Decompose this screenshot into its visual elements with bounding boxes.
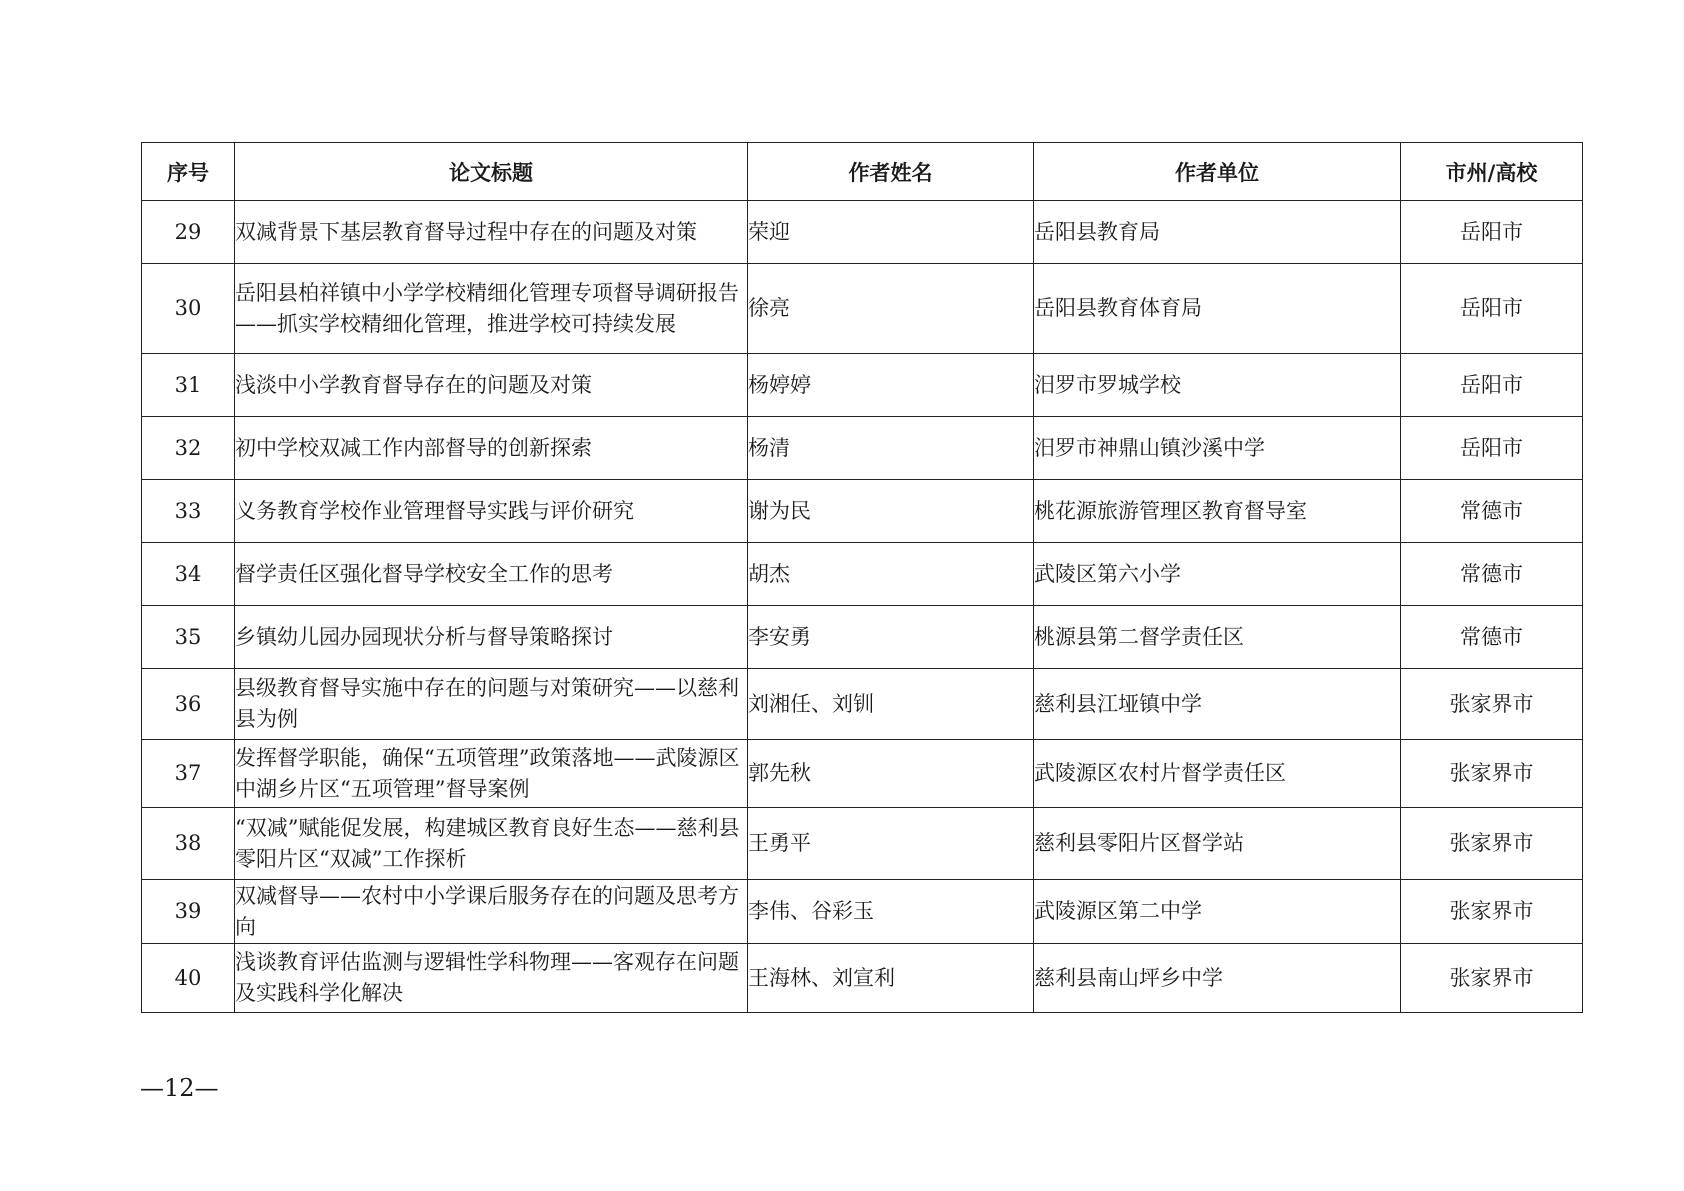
- cell-paper-title: 发挥督学职能，确保“五项管理”政策落地——武陵源区中湖乡片区“五项管理”督导案例: [235, 740, 748, 808]
- cell-paper-title: 岳阳县柏祥镇中小学学校精细化管理专项督导调研报告——抓实学校精细化管理，推进学校可持续发展: [235, 264, 748, 354]
- cell-serial-no: 31: [142, 354, 235, 417]
- cell-city: 张家界市: [1401, 808, 1583, 880]
- cell-author-unit: 慈利县零阳片区督学站: [1034, 808, 1401, 880]
- header-author-unit: 作者单位: [1034, 143, 1401, 201]
- cell-author-unit: 武陵源区第二中学: [1034, 880, 1401, 944]
- cell-author-name: 胡杰: [748, 543, 1034, 606]
- table-row: [142, 808, 1583, 880]
- table-row: [142, 201, 1583, 264]
- cell-paper-title: 义务教育学校作业管理督导实践与评价研究: [235, 480, 748, 543]
- cell-paper-title: 督学责任区强化督导学校安全工作的思考: [235, 543, 748, 606]
- cell-author-name: 郭先秋: [748, 740, 1034, 808]
- cell-paper-title: 县级教育督导实施中存在的问题与对策研究——以慈利县为例: [235, 669, 748, 740]
- header-paper-title: 论文标题: [235, 143, 748, 201]
- cell-serial-no: 33: [142, 480, 235, 543]
- cell-city: 张家界市: [1401, 880, 1583, 944]
- cell-author-unit: 慈利县南山坪乡中学: [1034, 944, 1401, 1013]
- table-row: [142, 606, 1583, 669]
- cell-author-unit: 武陵源区农村片督学责任区: [1034, 740, 1401, 808]
- cell-serial-no: 38: [142, 808, 235, 880]
- cell-paper-title: 初中学校双减工作内部督导的创新探索: [235, 417, 748, 480]
- cell-city: 常德市: [1401, 543, 1583, 606]
- cell-city: 张家界市: [1401, 669, 1583, 740]
- cell-serial-no: 29: [142, 201, 235, 264]
- table-row: [142, 417, 1583, 480]
- cell-author-name: 徐亮: [748, 264, 1034, 354]
- cell-author-name: 王勇平: [748, 808, 1034, 880]
- table-row: [142, 543, 1583, 606]
- table-header-row: [142, 143, 1583, 201]
- cell-author-name: 王海林、刘宣利: [748, 944, 1034, 1013]
- cell-author-unit: 桃花源旅游管理区教育督导室: [1034, 480, 1401, 543]
- cell-city: 岳阳市: [1401, 264, 1583, 354]
- cell-city: 常德市: [1401, 480, 1583, 543]
- cell-author-name: 杨婷婷: [748, 354, 1034, 417]
- page-number: —12—: [140, 1074, 219, 1102]
- cell-author-name: 谢为民: [748, 480, 1034, 543]
- cell-author-unit: 汨罗市罗城学校: [1034, 354, 1401, 417]
- table-row: [142, 740, 1583, 808]
- cell-author-name: 刘湘任、刘钏: [748, 669, 1034, 740]
- cell-serial-no: 39: [142, 880, 235, 944]
- cell-author-name: 荣迎: [748, 201, 1034, 264]
- cell-author-unit: 武陵区第六小学: [1034, 543, 1401, 606]
- cell-author-name: 李安勇: [748, 606, 1034, 669]
- cell-serial-no: 37: [142, 740, 235, 808]
- cell-serial-no: 34: [142, 543, 235, 606]
- cell-serial-no: 36: [142, 669, 235, 740]
- cell-serial-no: 35: [142, 606, 235, 669]
- cell-city: 岳阳市: [1401, 201, 1583, 264]
- cell-author-name: 杨清: [748, 417, 1034, 480]
- cell-paper-title: 乡镇幼儿园办园现状分析与督导策略探讨: [235, 606, 748, 669]
- cell-author-unit: 慈利县江垭镇中学: [1034, 669, 1401, 740]
- table-row: [142, 480, 1583, 543]
- cell-paper-title: 浅谈教育评估监测与逻辑性学科物理——客观存在问题及实践科学化解决: [235, 944, 748, 1013]
- table-row: [142, 944, 1583, 1013]
- table-row: [142, 669, 1583, 740]
- cell-serial-no: 30: [142, 264, 235, 354]
- cell-city: 张家界市: [1401, 944, 1583, 1013]
- cell-author-unit: 岳阳县教育体育局: [1034, 264, 1401, 354]
- cell-author-unit: 汨罗市神鼎山镇沙溪中学: [1034, 417, 1401, 480]
- header-author-name: 作者姓名: [748, 143, 1034, 201]
- cell-city: 岳阳市: [1401, 417, 1583, 480]
- table-body: [142, 201, 1583, 1013]
- cell-paper-title: “双减”赋能促发展，构建城区教育良好生态——慈利县零阳片区“双减”工作探析: [235, 808, 748, 880]
- cell-city: 常德市: [1401, 606, 1583, 669]
- cell-serial-no: 40: [142, 944, 235, 1013]
- cell-author-unit: 岳阳县教育局: [1034, 201, 1401, 264]
- cell-city: 岳阳市: [1401, 354, 1583, 417]
- cell-paper-title: 双减背景下基层教育督导过程中存在的问题及对策: [235, 201, 748, 264]
- cell-city: 张家界市: [1401, 740, 1583, 808]
- cell-paper-title: 双减督导——农村中小学课后服务存在的问题及思考方向: [235, 880, 748, 944]
- cell-author-name: 李伟、谷彩玉: [748, 880, 1034, 944]
- cell-author-unit: 桃源县第二督学责任区: [1034, 606, 1401, 669]
- table-row: [142, 354, 1583, 417]
- table-row: [142, 880, 1583, 944]
- paper-list-table: [141, 142, 1583, 1013]
- header-city-university: 市州/高校: [1401, 143, 1583, 201]
- cell-paper-title: 浅淡中小学教育督导存在的问题及对策: [235, 354, 748, 417]
- header-serial-no: 序号: [142, 143, 235, 201]
- cell-serial-no: 32: [142, 417, 235, 480]
- table-row: [142, 264, 1583, 354]
